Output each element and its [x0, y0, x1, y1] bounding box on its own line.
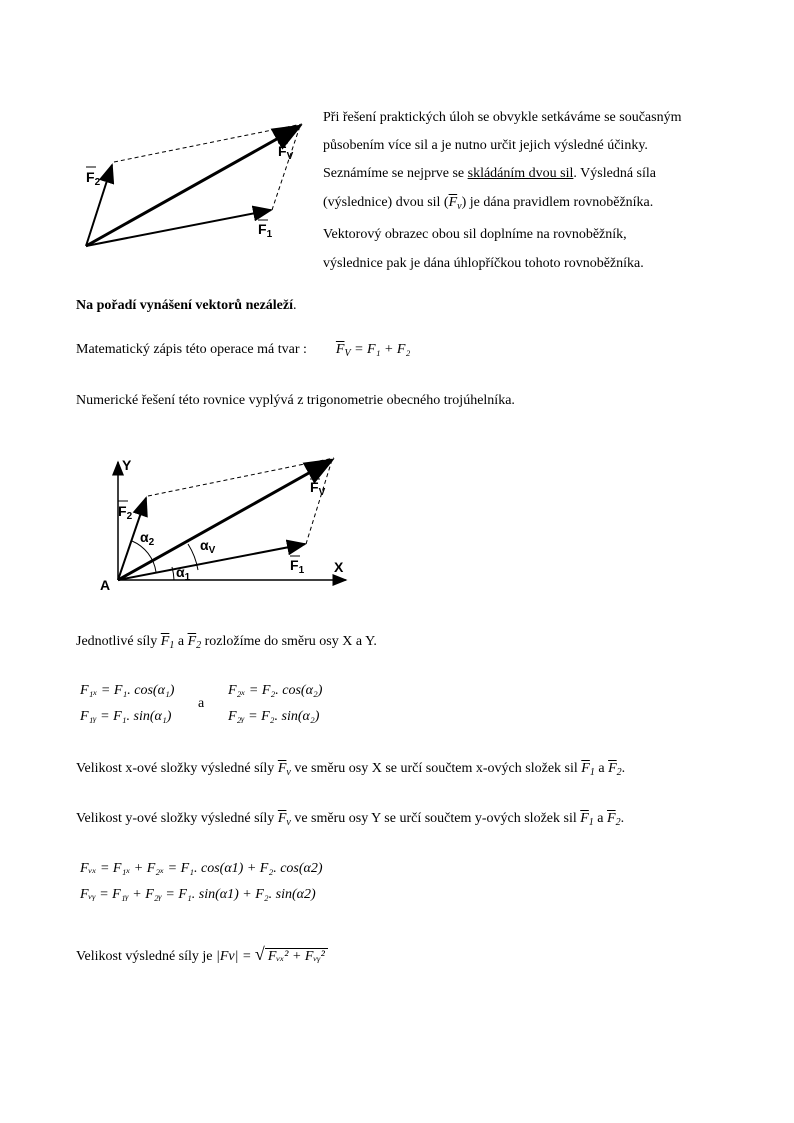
fv-label: $F_V$: [310, 479, 326, 498]
magnitude-text: Velikost výsledné síly je |Fv| = √ Fᵥₓ² + Fᵥᵧ²: [76, 944, 328, 965]
y-sum-text: Velikost y-ové složky výsledné síly $\overline{F}_v$ ve směru osy Y se určí součtem y-ových složek sil $\overline{F}_1$ a $\overline{F}_2$.: [76, 811, 625, 828]
component-row-2-left: F₁ᵧ = F₁. sin(α₁): [80, 709, 172, 724]
sum-row-1: Fᵥₓ = F₁ₓ + F₂ₓ = F₁. cos(α1) + F₂. cos(α2): [80, 861, 323, 876]
math-notation: Matematický zápis této operace má tvar : $\overline{F}_V = F_1 + F_2$: [76, 342, 411, 359]
a-label: A: [100, 577, 111, 593]
f1-label: $F_1$: [258, 221, 273, 240]
f2-label: $F_2$: [86, 169, 101, 188]
parallelogram-figure-1: [74, 112, 314, 262]
alpha1-label: $\alpha_1$: [176, 564, 191, 583]
components-and: a: [198, 696, 205, 711]
f2-label: $F_2$: [118, 503, 133, 522]
x-label: X: [334, 559, 344, 575]
component-row-1-right: F₂ₓ = F₂. cos(α₂): [228, 683, 323, 698]
dashed-edge-top: [148, 458, 334, 496]
intro-line-5: Vektorový obrazec obou sil doplníme na rovnoběžník,: [323, 227, 627, 242]
alphav-label: $\alpha_V$: [200, 537, 216, 556]
component-row-2-right: F₂ᵧ = F₂. sin(α₂): [228, 709, 320, 724]
intro-line-4: (výslednice) dvou sil $(\overline{F}_v)$ je dána pravidlem rovnoběžníka.: [323, 195, 654, 212]
fv-label: $F_V$: [278, 143, 294, 162]
y-label: Y: [122, 457, 132, 473]
decompose-text: Jednotlivé síly $\overline{F}_1$ a $\overline{F}_2$ rozložíme do směru osy X a Y.: [76, 634, 377, 651]
fv-arrow: [118, 460, 332, 580]
fv-arrow: [86, 126, 300, 246]
f1-label: $F_1$: [290, 557, 305, 576]
intro-line-2: působením více sil a je nutno určit jejich výsledné účinky.: [323, 138, 648, 153]
sqrt-radicand: Fᵥₓ² + Fᵥᵧ²: [265, 948, 328, 965]
component-row-1-left: F₁ₓ = F₁. cos(α₁): [80, 683, 175, 698]
intro-line-1: Při řešení praktických úloh se obvykle setkáváme se současným: [323, 110, 682, 125]
f1-arrow: [86, 210, 271, 246]
x-sum-text: Velikost x-ové složky výsledné síly $\overline{F}_v$ ve směru osy X se určí součtem x-ových složek sil $\overline{F}_1$ a $\overline{F}_2$.: [76, 761, 626, 778]
alpha2-label: $\alpha_2$: [140, 529, 155, 548]
sum-row-2: Fᵥᵧ = F₁ᵧ + F₂ᵧ = F₁. sin(α1) + F₂. sin(α2): [80, 887, 316, 902]
dashed-edge-top: [114, 124, 302, 162]
numeric-text: Numerické řešení této rovnice vyplývá z trigonometrie obecného trojúhelníka.: [76, 393, 515, 408]
parallelogram-figure-2: [74, 440, 374, 605]
intro-line-3: Seznámíme se nejprve se skládáním dvou sil. Výsledná síla: [323, 166, 656, 181]
intro-line-6: výslednice pak je dána úhlopříčkou tohoto rovnoběžníka.: [323, 256, 644, 271]
bold-note: Na pořadí vynášení vektorů nezáleží.: [76, 298, 297, 313]
